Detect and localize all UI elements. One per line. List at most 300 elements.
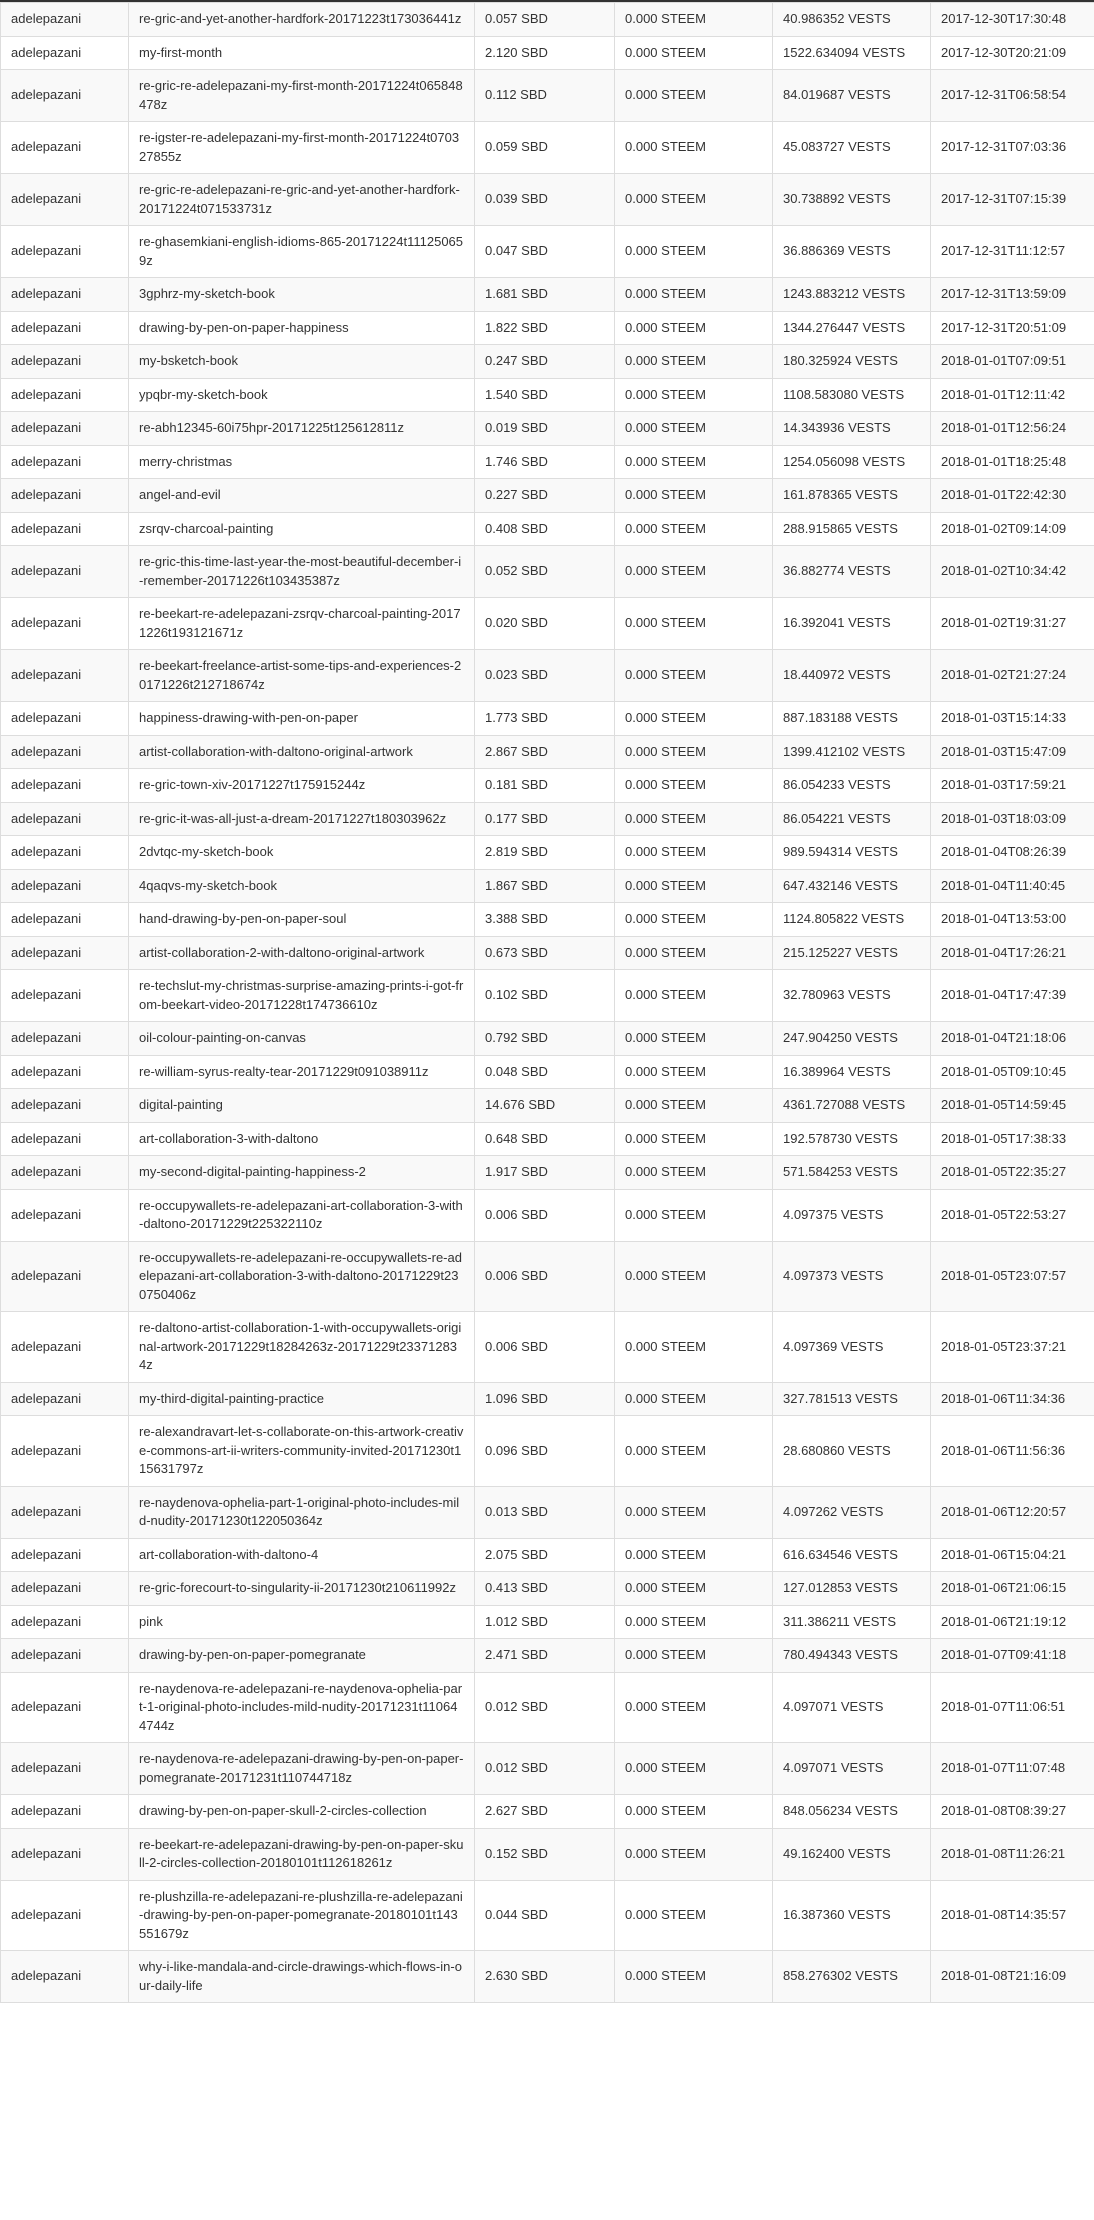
- table-row: [1, 970, 1094, 1022]
- author-cell: adelepazani: [1, 869, 129, 903]
- vests-payout-cell: 4.097071 VESTS: [773, 1672, 931, 1743]
- vests-payout-cell: 161.878365 VESTS: [773, 479, 931, 513]
- vests-payout-cell: 16.389964 VESTS: [773, 1055, 931, 1089]
- steem-payout-cell: 0.000 STEEM: [615, 445, 773, 479]
- table-row: [1, 311, 1094, 345]
- table-row: [1, 174, 1094, 226]
- vests-payout-cell: 288.915865 VESTS: [773, 512, 931, 546]
- sbd-payout-cell: 0.013 SBD: [475, 1486, 615, 1538]
- sbd-payout-cell: 1.867 SBD: [475, 869, 615, 903]
- author-cell: adelepazani: [1, 1122, 129, 1156]
- vests-payout-cell: 571.584253 VESTS: [773, 1156, 931, 1190]
- sbd-payout-cell: 0.227 SBD: [475, 479, 615, 513]
- sbd-payout-cell: 0.673 SBD: [475, 936, 615, 970]
- vests-payout-cell: 16.387360 VESTS: [773, 1880, 931, 1951]
- steem-payout-cell: 0.000 STEEM: [615, 345, 773, 379]
- permlink-cell: pink: [129, 1605, 475, 1639]
- author-cell: adelepazani: [1, 1416, 129, 1487]
- timestamp-cell: 2018-01-02T09:14:09: [931, 512, 1094, 546]
- author-cell: adelepazani: [1, 702, 129, 736]
- table-row: [1, 1312, 1094, 1383]
- author-cell: adelepazani: [1, 226, 129, 278]
- permlink-cell: re-william-syrus-realty-tear-20171229t091038911z: [129, 1055, 475, 1089]
- steem-payout-cell: 0.000 STEEM: [615, 1828, 773, 1880]
- timestamp-cell: 2017-12-31T06:58:54: [931, 70, 1094, 122]
- vests-payout-cell: 1243.883212 VESTS: [773, 278, 931, 312]
- vests-payout-cell: 16.392041 VESTS: [773, 598, 931, 650]
- timestamp-cell: 2018-01-05T17:38:33: [931, 1122, 1094, 1156]
- steem-payout-cell: 0.000 STEEM: [615, 970, 773, 1022]
- table-row: [1, 70, 1094, 122]
- table-row: [1, 598, 1094, 650]
- steem-payout-cell: 0.000 STEEM: [615, 1572, 773, 1606]
- vests-payout-cell: 32.780963 VESTS: [773, 970, 931, 1022]
- author-cell: adelepazani: [1, 311, 129, 345]
- sbd-payout-cell: 3.388 SBD: [475, 903, 615, 937]
- table-row: [1, 1828, 1094, 1880]
- steem-payout-cell: 0.000 STEEM: [615, 936, 773, 970]
- sbd-payout-cell: 0.057 SBD: [475, 3, 615, 37]
- permlink-cell: re-beekart-re-adelepazani-drawing-by-pen-on-paper-skull-2-circles-collection-20180101t112618261z: [129, 1828, 475, 1880]
- steem-payout-cell: 0.000 STEEM: [615, 735, 773, 769]
- steem-payout-cell: 0.000 STEEM: [615, 802, 773, 836]
- table-row: [1, 512, 1094, 546]
- steem-payout-cell: 0.000 STEEM: [615, 278, 773, 312]
- timestamp-cell: 2018-01-01T07:09:51: [931, 345, 1094, 379]
- permlink-cell: re-gric-this-time-last-year-the-most-beautiful-december-i-remember-20171226t103435387z: [129, 546, 475, 598]
- vests-payout-cell: 45.083727 VESTS: [773, 122, 931, 174]
- vests-payout-cell: 30.738892 VESTS: [773, 174, 931, 226]
- table-row: [1, 702, 1094, 736]
- sbd-payout-cell: 0.047 SBD: [475, 226, 615, 278]
- timestamp-cell: 2017-12-31T13:59:09: [931, 278, 1094, 312]
- permlink-cell: artist-collaboration-2-with-daltono-original-artwork: [129, 936, 475, 970]
- table-row: [1, 903, 1094, 937]
- vests-payout-cell: 1254.056098 VESTS: [773, 445, 931, 479]
- table-row: [1, 122, 1094, 174]
- timestamp-cell: 2018-01-05T22:53:27: [931, 1189, 1094, 1241]
- sbd-payout-cell: 2.630 SBD: [475, 1951, 615, 2003]
- author-cell: adelepazani: [1, 1189, 129, 1241]
- vests-payout-cell: 311.386211 VESTS: [773, 1605, 931, 1639]
- permlink-cell: my-bsketch-book: [129, 345, 475, 379]
- timestamp-cell: 2017-12-31T20:51:09: [931, 311, 1094, 345]
- sbd-payout-cell: 0.039 SBD: [475, 174, 615, 226]
- steem-payout-cell: 0.000 STEEM: [615, 378, 773, 412]
- table-row: [1, 936, 1094, 970]
- vests-payout-cell: 86.054233 VESTS: [773, 769, 931, 803]
- timestamp-cell: 2018-01-06T21:19:12: [931, 1605, 1094, 1639]
- timestamp-cell: 2018-01-05T14:59:45: [931, 1089, 1094, 1123]
- steem-payout-cell: 0.000 STEEM: [615, 769, 773, 803]
- vests-payout-cell: 4.097375 VESTS: [773, 1189, 931, 1241]
- steem-payout-cell: 0.000 STEEM: [615, 1022, 773, 1056]
- timestamp-cell: 2018-01-08T08:39:27: [931, 1795, 1094, 1829]
- sbd-payout-cell: 0.006 SBD: [475, 1189, 615, 1241]
- timestamp-cell: 2018-01-04T11:40:45: [931, 869, 1094, 903]
- vests-payout-cell: 36.886369 VESTS: [773, 226, 931, 278]
- timestamp-cell: 2018-01-01T18:25:48: [931, 445, 1094, 479]
- steem-payout-cell: 0.000 STEEM: [615, 122, 773, 174]
- sbd-payout-cell: 0.152 SBD: [475, 1828, 615, 1880]
- sbd-payout-cell: 0.792 SBD: [475, 1022, 615, 1056]
- sbd-payout-cell: 1.822 SBD: [475, 311, 615, 345]
- table-row: [1, 869, 1094, 903]
- timestamp-cell: 2018-01-07T11:07:48: [931, 1743, 1094, 1795]
- timestamp-cell: 2018-01-04T21:18:06: [931, 1022, 1094, 1056]
- permlink-cell: merry-christmas: [129, 445, 475, 479]
- steem-payout-cell: 0.000 STEEM: [615, 1795, 773, 1829]
- author-cell: adelepazani: [1, 1795, 129, 1829]
- timestamp-cell: 2018-01-08T14:35:57: [931, 1880, 1094, 1951]
- vests-payout-cell: 215.125227 VESTS: [773, 936, 931, 970]
- author-cell: adelepazani: [1, 1743, 129, 1795]
- table-row: [1, 769, 1094, 803]
- permlink-cell: why-i-like-mandala-and-circle-drawings-which-flows-in-our-daily-life: [129, 1951, 475, 2003]
- timestamp-cell: 2018-01-02T10:34:42: [931, 546, 1094, 598]
- table-row: [1, 1382, 1094, 1416]
- author-cell: adelepazani: [1, 512, 129, 546]
- sbd-payout-cell: 0.059 SBD: [475, 122, 615, 174]
- sbd-payout-cell: 0.052 SBD: [475, 546, 615, 598]
- vests-payout-cell: 4.097373 VESTS: [773, 1241, 931, 1312]
- table-row: [1, 345, 1094, 379]
- permlink-cell: re-gric-re-adelepazani-re-gric-and-yet-another-hardfork-20171224t071533731z: [129, 174, 475, 226]
- permlink-cell: re-gric-re-adelepazani-my-first-month-20171224t065848478z: [129, 70, 475, 122]
- permlink-cell: my-second-digital-painting-happiness-2: [129, 1156, 475, 1190]
- steem-payout-cell: 0.000 STEEM: [615, 1416, 773, 1487]
- table-row: [1, 3, 1094, 37]
- author-cell: adelepazani: [1, 1951, 129, 2003]
- permlink-cell: re-naydenova-ophelia-part-1-original-photo-includes-mild-nudity-20171230t122050364z: [129, 1486, 475, 1538]
- table-row: [1, 1089, 1094, 1123]
- vests-payout-cell: 1124.805822 VESTS: [773, 903, 931, 937]
- table-row: [1, 1241, 1094, 1312]
- vests-payout-cell: 1399.412102 VESTS: [773, 735, 931, 769]
- sbd-payout-cell: 1.917 SBD: [475, 1156, 615, 1190]
- permlink-cell: re-plushzilla-re-adelepazani-re-plushzilla-re-adelepazani-drawing-by-pen-on-paper-pomegranate-20180101t143551679z: [129, 1880, 475, 1951]
- timestamp-cell: 2018-01-07T09:41:18: [931, 1639, 1094, 1673]
- vests-payout-cell: 4361.727088 VESTS: [773, 1089, 931, 1123]
- table-row: [1, 735, 1094, 769]
- table-row: [1, 1639, 1094, 1673]
- steem-payout-cell: 0.000 STEEM: [615, 1189, 773, 1241]
- permlink-cell: oil-colour-painting-on-canvas: [129, 1022, 475, 1056]
- vests-payout-cell: 1344.276447 VESTS: [773, 311, 931, 345]
- timestamp-cell: 2018-01-04T17:47:39: [931, 970, 1094, 1022]
- author-cell: adelepazani: [1, 1605, 129, 1639]
- sbd-payout-cell: 0.408 SBD: [475, 512, 615, 546]
- author-cell: adelepazani: [1, 378, 129, 412]
- author-cell: adelepazani: [1, 345, 129, 379]
- vests-payout-cell: 18.440972 VESTS: [773, 650, 931, 702]
- table-row: [1, 1122, 1094, 1156]
- author-cell: adelepazani: [1, 546, 129, 598]
- permlink-cell: hand-drawing-by-pen-on-paper-soul: [129, 903, 475, 937]
- vests-payout-cell: 848.056234 VESTS: [773, 1795, 931, 1829]
- timestamp-cell: 2018-01-02T21:27:24: [931, 650, 1094, 702]
- author-cell: adelepazani: [1, 1572, 129, 1606]
- table-row: [1, 479, 1094, 513]
- author-cell: adelepazani: [1, 412, 129, 446]
- table-row: [1, 1572, 1094, 1606]
- timestamp-cell: 2018-01-06T11:34:36: [931, 1382, 1094, 1416]
- steem-payout-cell: 0.000 STEEM: [615, 1156, 773, 1190]
- table-row: [1, 1605, 1094, 1639]
- timestamp-cell: 2017-12-31T07:03:36: [931, 122, 1094, 174]
- timestamp-cell: 2018-01-04T08:26:39: [931, 836, 1094, 870]
- table-row: [1, 1486, 1094, 1538]
- steem-payout-cell: 0.000 STEEM: [615, 1538, 773, 1572]
- sbd-payout-cell: 2.627 SBD: [475, 1795, 615, 1829]
- sbd-payout-cell: 0.102 SBD: [475, 970, 615, 1022]
- author-rewards-table: [0, 2, 1094, 2003]
- author-cell: adelepazani: [1, 1880, 129, 1951]
- sbd-payout-cell: 0.648 SBD: [475, 1122, 615, 1156]
- table-row: [1, 1538, 1094, 1572]
- table-row: [1, 1795, 1094, 1829]
- table-row: [1, 546, 1094, 598]
- timestamp-cell: 2017-12-30T20:21:09: [931, 36, 1094, 70]
- permlink-cell: ypqbr-my-sketch-book: [129, 378, 475, 412]
- vests-payout-cell: 180.325924 VESTS: [773, 345, 931, 379]
- steem-payout-cell: 0.000 STEEM: [615, 1743, 773, 1795]
- permlink-cell: re-abh12345-60i75hpr-20171225t125612811z: [129, 412, 475, 446]
- permlink-cell: 3gphrz-my-sketch-book: [129, 278, 475, 312]
- author-cell: adelepazani: [1, 1538, 129, 1572]
- vests-payout-cell: 28.680860 VESTS: [773, 1416, 931, 1487]
- steem-payout-cell: 0.000 STEEM: [615, 36, 773, 70]
- permlink-cell: re-ghasemkiani-english-idioms-865-20171224t111250659z: [129, 226, 475, 278]
- table-row: [1, 836, 1094, 870]
- vests-payout-cell: 858.276302 VESTS: [773, 1951, 931, 2003]
- sbd-payout-cell: 0.044 SBD: [475, 1880, 615, 1951]
- table-row: [1, 1156, 1094, 1190]
- sbd-payout-cell: 0.006 SBD: [475, 1312, 615, 1383]
- sbd-payout-cell: 1.681 SBD: [475, 278, 615, 312]
- sbd-payout-cell: 0.020 SBD: [475, 598, 615, 650]
- steem-payout-cell: 0.000 STEEM: [615, 1672, 773, 1743]
- author-cell: adelepazani: [1, 802, 129, 836]
- sbd-payout-cell: 0.012 SBD: [475, 1672, 615, 1743]
- author-cell: adelepazani: [1, 1089, 129, 1123]
- sbd-payout-cell: 0.112 SBD: [475, 70, 615, 122]
- steem-payout-cell: 0.000 STEEM: [615, 3, 773, 37]
- steem-payout-cell: 0.000 STEEM: [615, 1089, 773, 1123]
- steem-payout-cell: 0.000 STEEM: [615, 650, 773, 702]
- vests-payout-cell: 1108.583080 VESTS: [773, 378, 931, 412]
- table-row: [1, 802, 1094, 836]
- sbd-payout-cell: 2.867 SBD: [475, 735, 615, 769]
- permlink-cell: digital-painting: [129, 1089, 475, 1123]
- author-cell: adelepazani: [1, 479, 129, 513]
- permlink-cell: re-beekart-re-adelepazani-zsrqv-charcoal-painting-20171226t193121671z: [129, 598, 475, 650]
- author-cell: adelepazani: [1, 769, 129, 803]
- sbd-payout-cell: 0.012 SBD: [475, 1743, 615, 1795]
- author-cell: adelepazani: [1, 936, 129, 970]
- sbd-payout-cell: 2.120 SBD: [475, 36, 615, 70]
- timestamp-cell: 2018-01-01T12:56:24: [931, 412, 1094, 446]
- author-cell: adelepazani: [1, 970, 129, 1022]
- sbd-payout-cell: 2.819 SBD: [475, 836, 615, 870]
- sbd-payout-cell: 1.012 SBD: [475, 1605, 615, 1639]
- steem-payout-cell: 0.000 STEEM: [615, 311, 773, 345]
- author-cell: adelepazani: [1, 1828, 129, 1880]
- sbd-payout-cell: 2.075 SBD: [475, 1538, 615, 1572]
- sbd-payout-cell: 14.676 SBD: [475, 1089, 615, 1123]
- steem-payout-cell: 0.000 STEEM: [615, 226, 773, 278]
- vests-payout-cell: 49.162400 VESTS: [773, 1828, 931, 1880]
- steem-payout-cell: 0.000 STEEM: [615, 702, 773, 736]
- permlink-cell: my-third-digital-painting-practice: [129, 1382, 475, 1416]
- steem-payout-cell: 0.000 STEEM: [615, 1055, 773, 1089]
- timestamp-cell: 2018-01-07T11:06:51: [931, 1672, 1094, 1743]
- steem-payout-cell: 0.000 STEEM: [615, 1880, 773, 1951]
- permlink-cell: zsrqv-charcoal-painting: [129, 512, 475, 546]
- sbd-payout-cell: 0.181 SBD: [475, 769, 615, 803]
- vests-payout-cell: 127.012853 VESTS: [773, 1572, 931, 1606]
- permlink-cell: re-igster-re-adelepazani-my-first-month-20171224t070327855z: [129, 122, 475, 174]
- vests-payout-cell: 616.634546 VESTS: [773, 1538, 931, 1572]
- timestamp-cell: 2018-01-03T15:14:33: [931, 702, 1094, 736]
- permlink-cell: re-gric-and-yet-another-hardfork-20171223t173036441z: [129, 3, 475, 37]
- table-row: [1, 1189, 1094, 1241]
- vests-payout-cell: 4.097369 VESTS: [773, 1312, 931, 1383]
- permlink-cell: re-occupywallets-re-adelepazani-re-occupywallets-re-adelepazani-art-collaboration-3-with-daltono-20171229t230750406z: [129, 1241, 475, 1312]
- sbd-payout-cell: 0.023 SBD: [475, 650, 615, 702]
- permlink-cell: re-gric-forecourt-to-singularity-ii-20171230t210611992z: [129, 1572, 475, 1606]
- sbd-payout-cell: 0.247 SBD: [475, 345, 615, 379]
- timestamp-cell: 2018-01-05T09:10:45: [931, 1055, 1094, 1089]
- timestamp-cell: 2018-01-05T23:37:21: [931, 1312, 1094, 1383]
- steem-payout-cell: 0.000 STEEM: [615, 1951, 773, 2003]
- permlink-cell: re-occupywallets-re-adelepazani-art-collaboration-3-with-daltono-20171229t225322110z: [129, 1189, 475, 1241]
- author-cell: adelepazani: [1, 1241, 129, 1312]
- author-cell: adelepazani: [1, 122, 129, 174]
- timestamp-cell: 2018-01-06T11:56:36: [931, 1416, 1094, 1487]
- timestamp-cell: 2018-01-04T13:53:00: [931, 903, 1094, 937]
- permlink-cell: re-alexandravart-let-s-collaborate-on-this-artwork-creative-commons-art-ii-writers-community-invited-20171230t115631797z: [129, 1416, 475, 1487]
- timestamp-cell: 2018-01-06T21:06:15: [931, 1572, 1094, 1606]
- author-cell: adelepazani: [1, 278, 129, 312]
- vests-payout-cell: 1522.634094 VESTS: [773, 36, 931, 70]
- author-cell: adelepazani: [1, 445, 129, 479]
- permlink-cell: drawing-by-pen-on-paper-skull-2-circles-collection: [129, 1795, 475, 1829]
- timestamp-cell: 2017-12-31T07:15:39: [931, 174, 1094, 226]
- table-row: [1, 1743, 1094, 1795]
- author-cell: adelepazani: [1, 598, 129, 650]
- author-cell: adelepazani: [1, 1382, 129, 1416]
- sbd-payout-cell: 0.413 SBD: [475, 1572, 615, 1606]
- author-cell: adelepazani: [1, 1055, 129, 1089]
- table-body: [1, 3, 1094, 2003]
- author-cell: adelepazani: [1, 1022, 129, 1056]
- timestamp-cell: 2018-01-03T18:03:09: [931, 802, 1094, 836]
- vests-payout-cell: 247.904250 VESTS: [773, 1022, 931, 1056]
- steem-payout-cell: 0.000 STEEM: [615, 1639, 773, 1673]
- table-row: [1, 1880, 1094, 1951]
- steem-payout-cell: 0.000 STEEM: [615, 598, 773, 650]
- table-row: [1, 1022, 1094, 1056]
- sbd-payout-cell: 1.746 SBD: [475, 445, 615, 479]
- timestamp-cell: 2018-01-06T12:20:57: [931, 1486, 1094, 1538]
- vests-payout-cell: 4.097262 VESTS: [773, 1486, 931, 1538]
- author-cell: adelepazani: [1, 903, 129, 937]
- table-row: [1, 36, 1094, 70]
- steem-payout-cell: 0.000 STEEM: [615, 1605, 773, 1639]
- timestamp-cell: 2018-01-01T22:42:30: [931, 479, 1094, 513]
- sbd-payout-cell: 2.471 SBD: [475, 1639, 615, 1673]
- steem-payout-cell: 0.000 STEEM: [615, 412, 773, 446]
- sbd-payout-cell: 0.096 SBD: [475, 1416, 615, 1487]
- table-row: [1, 1672, 1094, 1743]
- author-cell: adelepazani: [1, 70, 129, 122]
- vests-payout-cell: 86.054221 VESTS: [773, 802, 931, 836]
- steem-payout-cell: 0.000 STEEM: [615, 1241, 773, 1312]
- table-row: [1, 650, 1094, 702]
- timestamp-cell: 2018-01-08T11:26:21: [931, 1828, 1094, 1880]
- permlink-cell: re-gric-it-was-all-just-a-dream-20171227t180303962z: [129, 802, 475, 836]
- permlink-cell: art-collaboration-3-with-daltono: [129, 1122, 475, 1156]
- steem-payout-cell: 0.000 STEEM: [615, 546, 773, 598]
- author-cell: adelepazani: [1, 3, 129, 37]
- timestamp-cell: 2018-01-06T15:04:21: [931, 1538, 1094, 1572]
- sbd-payout-cell: 1.540 SBD: [475, 378, 615, 412]
- author-cell: adelepazani: [1, 650, 129, 702]
- table-row: [1, 1951, 1094, 2003]
- timestamp-cell: 2018-01-03T15:47:09: [931, 735, 1094, 769]
- permlink-cell: re-beekart-freelance-artist-some-tips-and-experiences-20171226t212718674z: [129, 650, 475, 702]
- permlink-cell: 4qaqvs-my-sketch-book: [129, 869, 475, 903]
- permlink-cell: re-techslut-my-christmas-surprise-amazing-prints-i-got-from-beekart-video-20171228t174736610z: [129, 970, 475, 1022]
- vests-payout-cell: 647.432146 VESTS: [773, 869, 931, 903]
- sbd-payout-cell: 0.019 SBD: [475, 412, 615, 446]
- timestamp-cell: 2018-01-01T12:11:42: [931, 378, 1094, 412]
- steem-payout-cell: 0.000 STEEM: [615, 174, 773, 226]
- permlink-cell: 2dvtqc-my-sketch-book: [129, 836, 475, 870]
- permlink-cell: re-naydenova-re-adelepazani-drawing-by-pen-on-paper-pomegranate-20171231t110744718z: [129, 1743, 475, 1795]
- table-row: [1, 378, 1094, 412]
- table-row: [1, 226, 1094, 278]
- timestamp-cell: 2018-01-04T17:26:21: [931, 936, 1094, 970]
- steem-payout-cell: 0.000 STEEM: [615, 479, 773, 513]
- timestamp-cell: 2018-01-08T21:16:09: [931, 1951, 1094, 2003]
- vests-payout-cell: 14.343936 VESTS: [773, 412, 931, 446]
- vests-payout-cell: 887.183188 VESTS: [773, 702, 931, 736]
- steem-payout-cell: 0.000 STEEM: [615, 1312, 773, 1383]
- permlink-cell: re-daltono-artist-collaboration-1-with-occupywallets-original-artwork-20171229t18284263z-20171229t233712834z: [129, 1312, 475, 1383]
- vests-payout-cell: 327.781513 VESTS: [773, 1382, 931, 1416]
- steem-payout-cell: 0.000 STEEM: [615, 70, 773, 122]
- timestamp-cell: 2018-01-03T17:59:21: [931, 769, 1094, 803]
- vests-payout-cell: 84.019687 VESTS: [773, 70, 931, 122]
- timestamp-cell: 2018-01-05T22:35:27: [931, 1156, 1094, 1190]
- vests-payout-cell: 780.494343 VESTS: [773, 1639, 931, 1673]
- sbd-payout-cell: 1.096 SBD: [475, 1382, 615, 1416]
- timestamp-cell: 2018-01-02T19:31:27: [931, 598, 1094, 650]
- permlink-cell: artist-collaboration-with-daltono-original-artwork: [129, 735, 475, 769]
- timestamp-cell: 2018-01-05T23:07:57: [931, 1241, 1094, 1312]
- steem-payout-cell: 0.000 STEEM: [615, 512, 773, 546]
- author-cell: adelepazani: [1, 174, 129, 226]
- author-cell: adelepazani: [1, 836, 129, 870]
- author-cell: adelepazani: [1, 36, 129, 70]
- vests-payout-cell: 40.986352 VESTS: [773, 3, 931, 37]
- timestamp-cell: 2017-12-31T11:12:57: [931, 226, 1094, 278]
- author-cell: adelepazani: [1, 1156, 129, 1190]
- vests-payout-cell: 4.097071 VESTS: [773, 1743, 931, 1795]
- vests-payout-cell: 192.578730 VESTS: [773, 1122, 931, 1156]
